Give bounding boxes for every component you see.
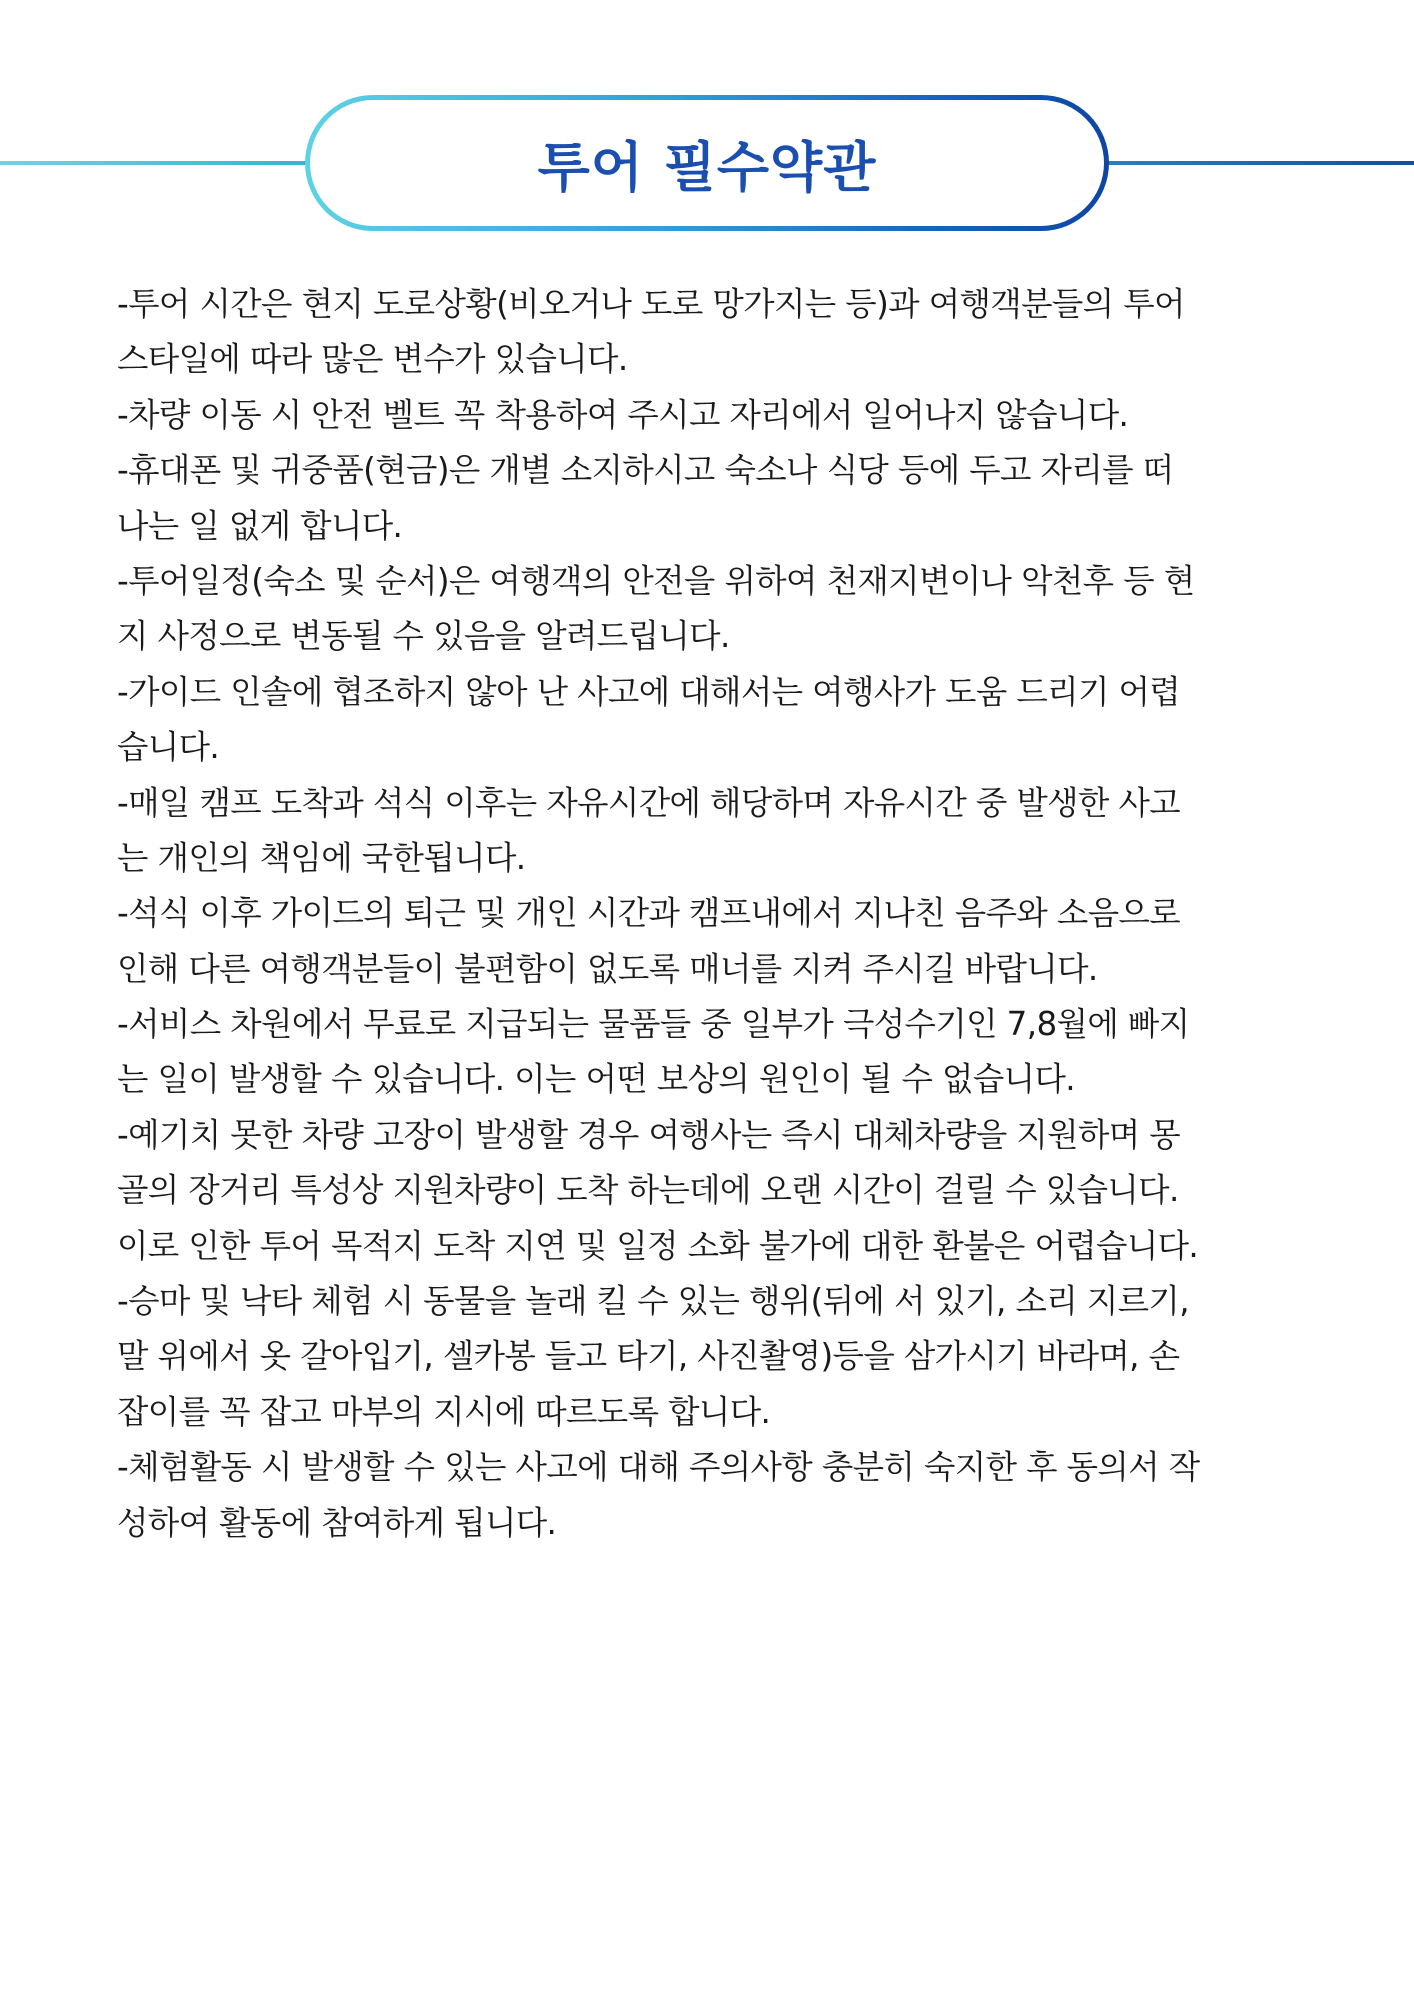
page-title: 투어 필수약관 bbox=[537, 135, 877, 199]
terms-line: -서비스 차원에서 무료로 지급되는 물품들 중 일부가 극성수기인 7,8월에 빠지 bbox=[117, 1005, 1190, 1044]
terms-line: 골의 장거리 특성상 지원차량이 도착 하는데에 오랜 시간이 걸릴 수 있습니다. bbox=[117, 1171, 1179, 1210]
title-banner bbox=[305, 95, 1109, 231]
terms-line: 나는 일 없게 합니다. bbox=[117, 506, 403, 545]
terms-line: -매일 캠프 도착과 석식 이후는 자유시간에 해당하며 자유시간 중 발생한 사고 bbox=[117, 783, 1181, 822]
terms-line: 습니다. bbox=[117, 728, 220, 767]
terms-line: -승마 및 낙타 체험 시 동물을 놀래 킬 수 있는 행위(뒤에 서 있기, 소리 지르기, bbox=[117, 1282, 1189, 1321]
terms-line: 스타일에 따라 많은 변수가 있습니다. bbox=[117, 340, 628, 379]
terms-line: -석식 이후 가이드의 퇴근 및 개인 시간과 캠프내에서 지나친 음주와 소음으로 bbox=[117, 894, 1181, 933]
terms-line: -예기치 못한 차량 고장이 발생할 경우 여행사는 즉시 대체차량을 지원하며 몽 bbox=[117, 1115, 1181, 1154]
terms-line: -투어일정(숙소 및 순서)은 여행객의 안전을 위하여 천재지변이나 악천후 등 현 bbox=[117, 561, 1195, 600]
terms-line: 성하여 활동에 참여하게 됩니다. bbox=[117, 1503, 557, 1542]
terms-line: 잡이를 꼭 잡고 마부의 지시에 따르도록 합니다. bbox=[117, 1392, 771, 1431]
terms-line: -가이드 인솔에 협조하지 않아 난 사고에 대해서는 여행사가 도움 드리기 어렵 bbox=[117, 672, 1181, 711]
terms-line: -체험활동 시 발생할 수 있는 사고에 대해 주의사항 충분히 숙지한 후 동의서 작 bbox=[117, 1448, 1200, 1487]
terms-line: -휴대폰 및 귀중품(현금)은 개별 소지하시고 숙소나 식당 등에 두고 자리를 떠 bbox=[117, 451, 1174, 490]
terms-body bbox=[117, 277, 1297, 1551]
header-line-left bbox=[0, 161, 308, 165]
terms-line: 이로 인한 투어 목적지 도착 지연 및 일정 소화 불가에 대한 환불은 어렵습니다. bbox=[117, 1226, 1199, 1265]
terms-line: 말 위에서 옷 갈아입기, 셀카봉 들고 타기, 사진촬영)등을 삼가시기 바라며, 손 bbox=[117, 1337, 1180, 1376]
terms-line: -차량 이동 시 안전 벨트 꼭 착용하여 주시고 자리에서 일어나지 않습니다. bbox=[117, 395, 1129, 434]
header-line-right bbox=[1106, 161, 1414, 165]
terms-line: 인해 다른 여행객분들이 불편함이 없도록 매너를 지켜 주시길 바랍니다. bbox=[117, 949, 1098, 988]
terms-line: 는 일이 발생할 수 있습니다. 이는 어떤 보상의 원인이 될 수 없습니다. bbox=[117, 1060, 1075, 1099]
terms-line: 는 개인의 책임에 국한됩니다. bbox=[117, 838, 526, 877]
terms-line: 지 사정으로 변동될 수 있음을 알려드립니다. bbox=[117, 617, 730, 656]
terms-line: -투어 시간은 현지 도로상황(비오거나 도로 망가지는 등)과 여행객분들의 투어 bbox=[117, 285, 1185, 323]
